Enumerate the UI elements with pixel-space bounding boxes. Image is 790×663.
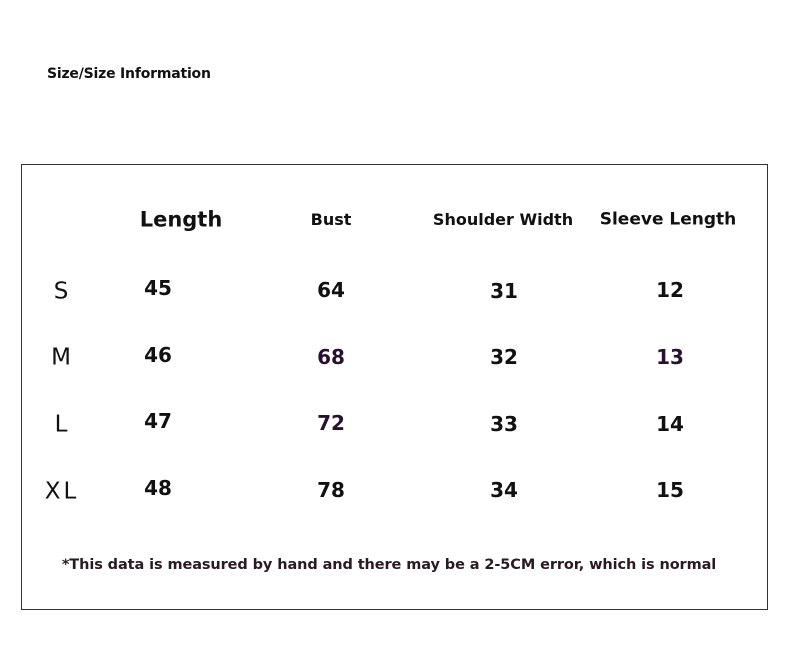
size-label-l: L bbox=[54, 411, 68, 438]
size-label-xl: XL bbox=[44, 478, 80, 505]
table-cell-sleeve-length: 14 bbox=[656, 412, 684, 436]
table-cell-sleeve-length: 12 bbox=[656, 278, 684, 302]
table-cell-shoulder-width: 32 bbox=[490, 345, 518, 369]
column-header-sleeve-length: Sleeve Length bbox=[599, 209, 737, 230]
table-cell-length: 47 bbox=[144, 409, 172, 433]
table-cell-bust: 78 bbox=[317, 478, 345, 502]
column-header-bust: Bust bbox=[310, 210, 352, 229]
size-label-m: M bbox=[51, 344, 71, 371]
table-cell-shoulder-width: 31 bbox=[490, 279, 518, 303]
table-cell-shoulder-width: 34 bbox=[490, 478, 518, 502]
column-header-length: Length bbox=[139, 207, 223, 232]
page-title: Size/Size Information bbox=[47, 66, 211, 82]
table-cell-length: 48 bbox=[144, 476, 172, 500]
column-header-shoulder-width: Shoulder Width bbox=[432, 210, 574, 229]
table-cell-bust: 68 bbox=[317, 345, 345, 369]
table-cell-bust: 64 bbox=[317, 278, 345, 302]
table-cell-length: 46 bbox=[144, 343, 172, 367]
size-label-s: S bbox=[53, 278, 69, 305]
size-table-frame bbox=[21, 164, 768, 610]
table-cell-length: 45 bbox=[144, 276, 172, 300]
table-cell-bust: 72 bbox=[317, 411, 345, 435]
table-cell-shoulder-width: 33 bbox=[490, 412, 518, 436]
table-cell-sleeve-length: 13 bbox=[656, 345, 684, 369]
table-cell-sleeve-length: 15 bbox=[656, 478, 684, 502]
measurement-note: *This data is measured by hand and there may be a 2-5CM error, which is normal bbox=[61, 557, 717, 573]
